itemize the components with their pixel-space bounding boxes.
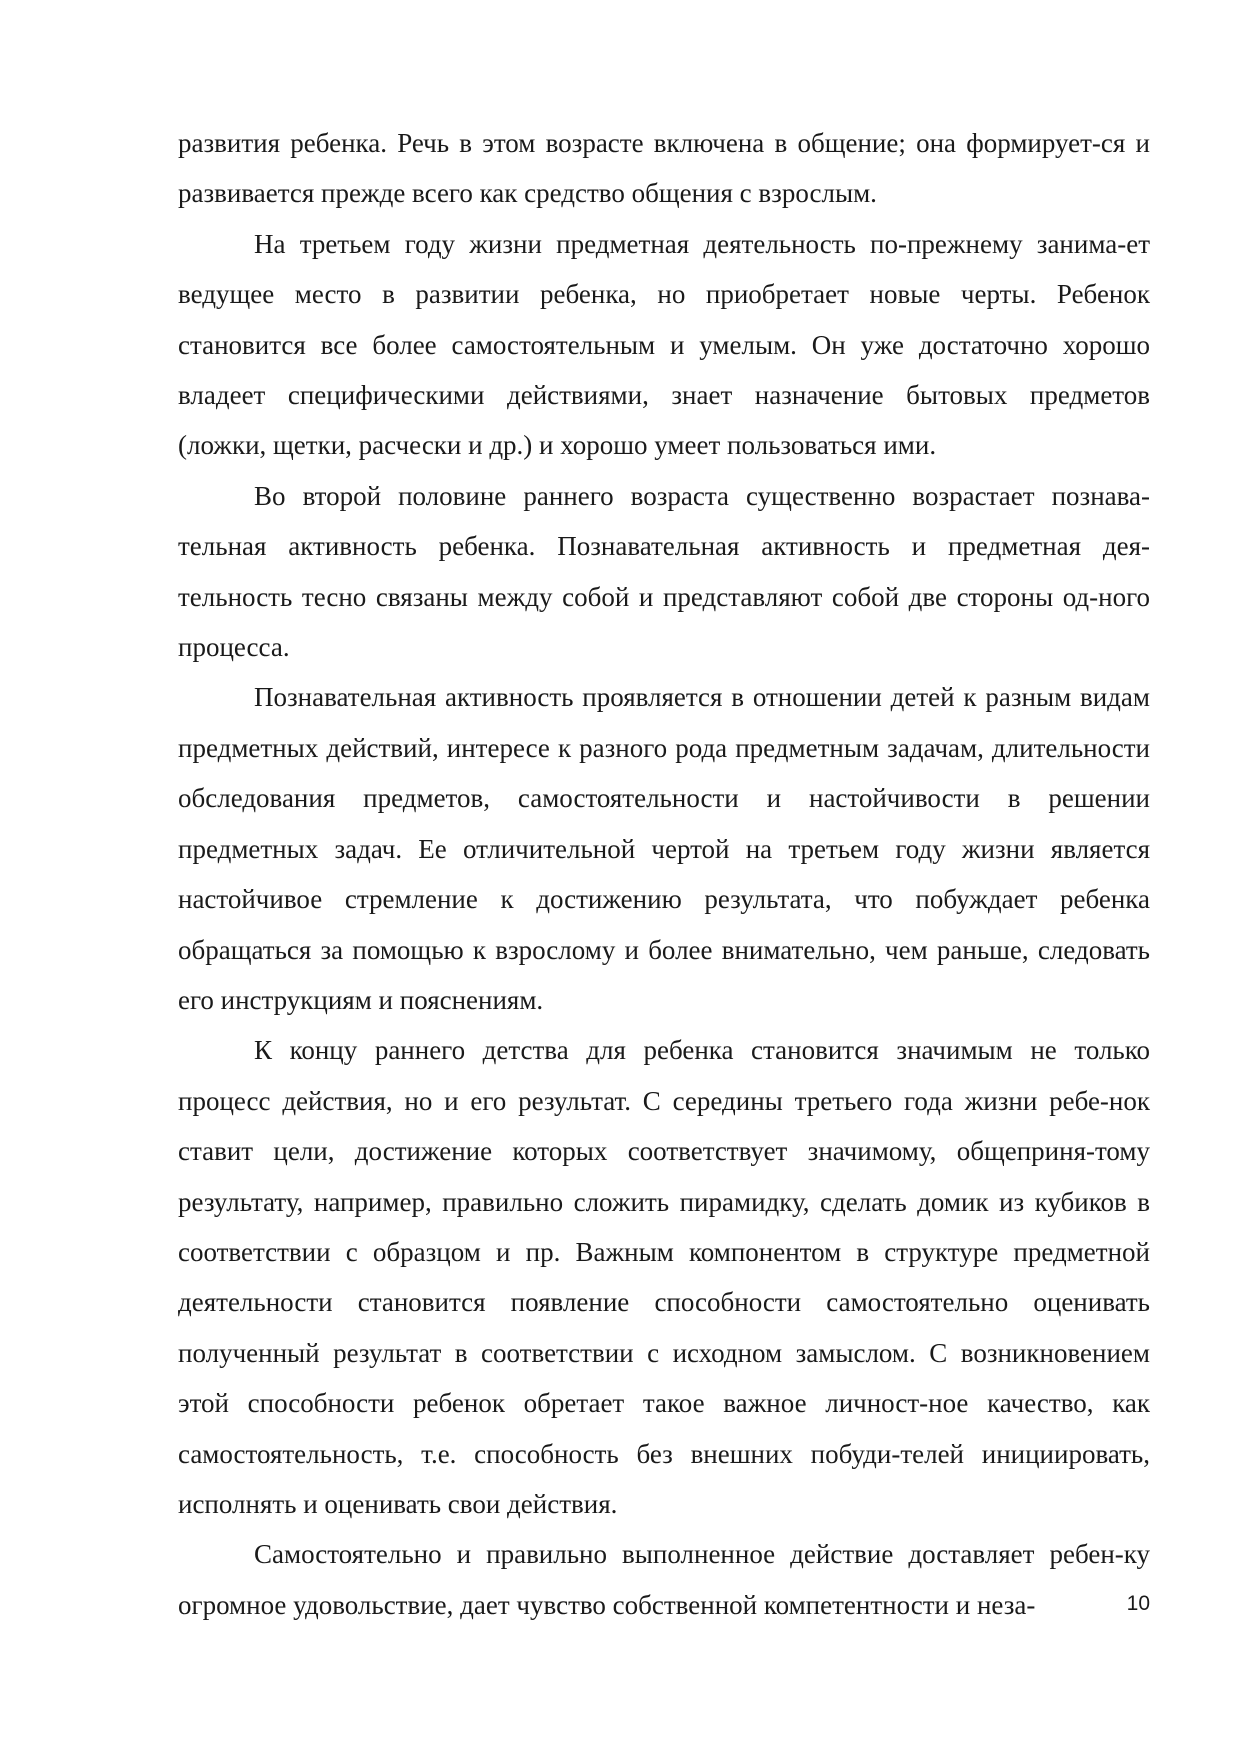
page-number: 10	[1126, 1592, 1150, 1615]
paragraph: Во второй половине раннего возраста существенно возрастает познава-тельная активность ребенка. Познавательная активность и предметная дея-тельность тесно связаны между собой и представляют собой две стороны од-ного процесса.	[178, 480, 1150, 663]
paragraph-continuation: развития ребенка. Речь в этом возрасте включена в общение; она формирует-ся и развивается прежде всего как средство общения с взрослым.	[178, 128, 1150, 209]
paragraph: На третьем году жизни предметная деятельность по-прежнему занима-ет ведущее место в развитии ребенка, но приобретает новые черты. Ребенок становится все более самостоятельным и умелым. Он уже достаточно хорошо владеет специфическими действиями, знает назначение бытовых предметов (ложки, щетки, расчески и др.) и хорошо умеет пользоваться ими.	[178, 228, 1150, 461]
paragraph: К концу раннего детства для ребенка становится значимым не только процесс действия, но и его результат. С середины третьего года жизни ребе-нок ставит цели, достижение которых соответствует значимому, общеприня-тому результату, например, правильно сложить пирамидку, сделать домик из кубиков в соответствии с образцом и пр. Важным компонентом в структуре предметной деятельности становится появление способности самостоятельно оценивать полученный результат в соответствии с исходном замыслом. С возникновением этой способности ребенок обретает такое важное личност-ное качество, как самостоятельность, т.е. способность без внешних побуди-телей инициировать, исполнять и оценивать свои действия.	[178, 1035, 1150, 1519]
paragraph: Познавательная активность проявляется в отношении детей к разным видам предметных действий, интересе к разного рода предметным задачам, длительности обследования предметов, самостоятельности и настойчивости в решении предметных задач. Ее отличительной чертой на третьем году жизни является настойчивое стремление к достижению результата, что побуждает ребенка обращаться за помощью к взрослому и более внимательно, чем раньше, следовать его инструкциям и пояснениям.	[178, 682, 1150, 1015]
paragraph: Самостоятельно и правильно выполненное действие доставляет ребен-ку огромное удовольствие, дает чувство собственной компетентности и неза-	[178, 1539, 1150, 1620]
body-text	[178, 118, 1150, 1630]
